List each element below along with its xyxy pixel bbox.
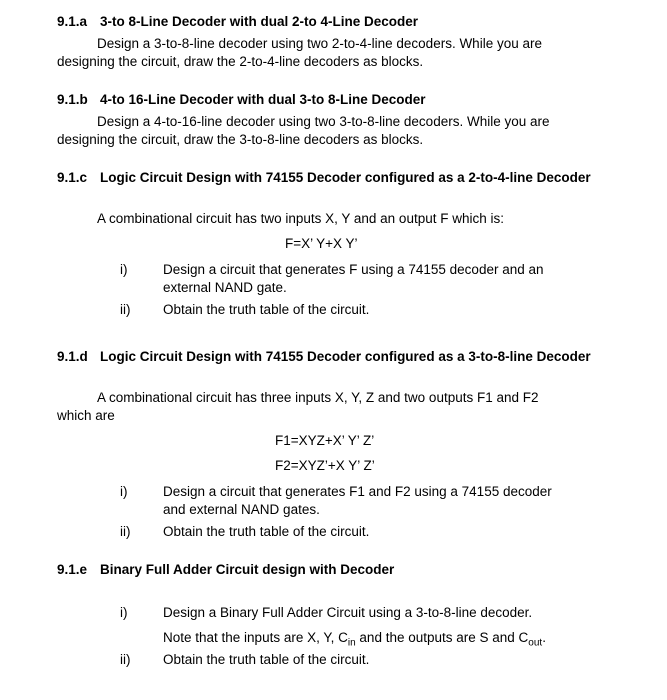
- list-item: [120, 261, 647, 297]
- note-end: .: [542, 630, 546, 645]
- equation: F1=XYZ+X’ Y’ Z’: [275, 433, 375, 448]
- list-text: Design a circuit that generates F using a 74155 decoder and an external NAND gate.: [163, 262, 544, 295]
- section-heading: [57, 89, 647, 110]
- item-list: [57, 604, 647, 669]
- list-text: Obtain the truth table of the circuit.: [163, 652, 370, 667]
- section-body: Design a 3-to-8-line decoder using two 2-to-4-line decoders. While you are designing the circuit, draw the 2-to-4-line decoders as blocks.: [57, 36, 542, 69]
- section-heading: [57, 346, 647, 367]
- section-9-1-c: [57, 167, 647, 319]
- list-text: [163, 604, 575, 647]
- list-marker: ii): [120, 652, 131, 667]
- list-text-line: Design a Binary Full Adder Circuit using a 3-to-8-line decoder.: [163, 605, 533, 620]
- subscript-out: out: [528, 637, 543, 649]
- section-title: Logic Circuit Design with 74155 Decoder configured as a 3-to-8-line Decoder: [100, 349, 591, 364]
- section-intro: A combinational circuit has three inputs X, Y, Z and two outputs F1 and F2 which are: [57, 390, 539, 423]
- section-label: 9.1.b: [57, 92, 88, 107]
- list-item: [120, 301, 647, 319]
- list-marker: i): [120, 605, 128, 620]
- list-text: Design a circuit that generates F1 and F2 using a 74155 decoder and external NAND gates.: [163, 484, 552, 517]
- list-item: [120, 523, 647, 541]
- list-marker: ii): [120, 302, 131, 317]
- section-title: 3-to 8-Line Decoder with dual 2-to 4-Line Decoder: [100, 14, 419, 29]
- section-title: Logic Circuit Design with 74155 Decoder configured as a 2-to-4-line Decoder: [100, 170, 591, 185]
- section-intro: A combinational circuit has two inputs X, Y and an output F which is:: [97, 211, 504, 226]
- note-pre: Note that the inputs are X, Y, C: [163, 630, 348, 645]
- note-mid: and the outputs are S and C: [355, 630, 529, 645]
- list-marker: i): [120, 484, 128, 499]
- section-heading: [57, 167, 647, 188]
- list-item: [120, 483, 647, 519]
- section-title: 4-to 16-Line Decoder with dual 3-to 8-Line Decoder: [100, 92, 426, 107]
- list-text-line: [163, 629, 575, 647]
- section-label: 9.1.e: [57, 562, 88, 577]
- section-label: 9.1.c: [57, 170, 88, 185]
- section-title: Binary Full Adder Circuit design with Decoder: [100, 562, 395, 577]
- item-list: [57, 483, 647, 541]
- section-9-1-e: [57, 559, 647, 669]
- equation: F2=XYZ’+X Y’ Z’: [275, 458, 375, 473]
- section-9-1-d: [57, 346, 647, 541]
- section-label: 9.1.d: [57, 349, 88, 364]
- equation: F=X’ Y+X Y’: [285, 236, 358, 251]
- item-list: [57, 261, 647, 319]
- list-item: [120, 651, 647, 669]
- list-item: [120, 604, 647, 647]
- list-marker: ii): [120, 524, 131, 539]
- section-heading: [57, 11, 647, 32]
- section-heading: [57, 559, 647, 580]
- section-9-1-a: [57, 11, 647, 71]
- list-marker: i): [120, 262, 128, 277]
- list-text: Obtain the truth table of the circuit.: [163, 302, 370, 317]
- section-9-1-b: [57, 89, 647, 149]
- section-body: Design a 4-to-16-line decoder using two 3-to-8-line decoders. While you are designing the circuit, draw the 3-to-8-line decoders as blocks.: [57, 114, 550, 147]
- subscript-in: in: [347, 637, 356, 649]
- list-text: Obtain the truth table of the circuit.: [163, 524, 370, 539]
- section-label: 9.1.a: [57, 14, 88, 29]
